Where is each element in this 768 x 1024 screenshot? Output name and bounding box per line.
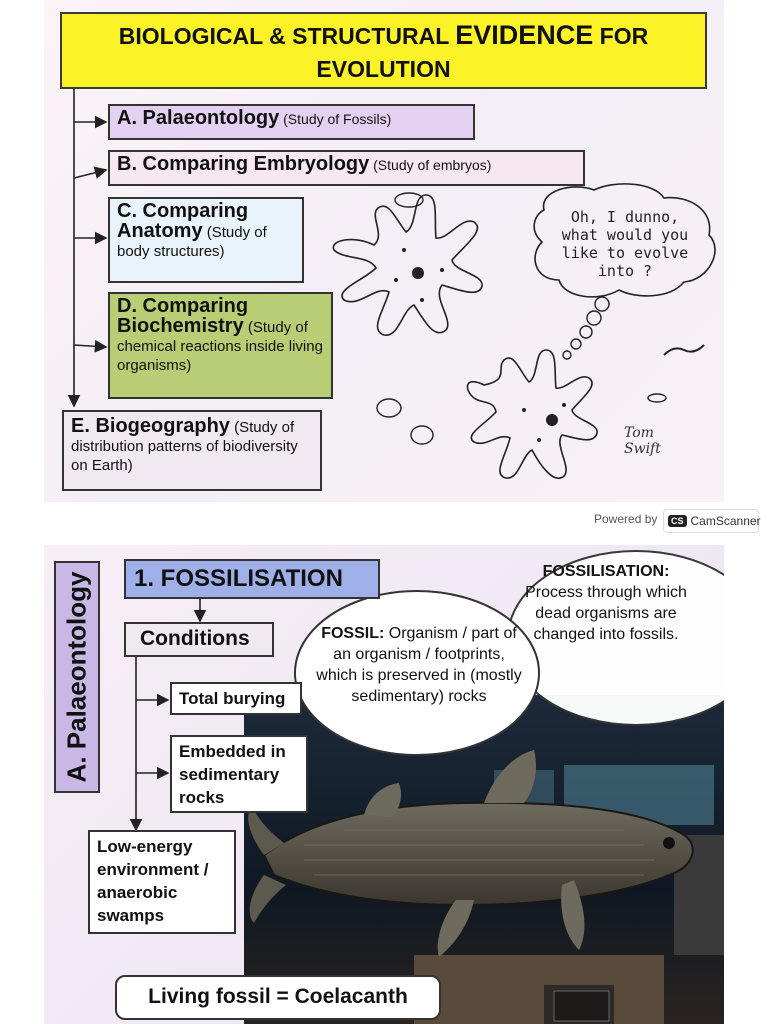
fossilisation-text: Process through which dead organisms are changed into fossils. <box>525 584 687 643</box>
item-heading: B. Comparing Embryology <box>117 153 370 175</box>
fossilisation-title: 1. FOSSILISATION <box>124 559 380 599</box>
camscanner-brand: CamScanner <box>690 514 761 528</box>
condition-sedimentary-rocks: Embedded in sedimentary rocks <box>170 735 308 813</box>
evidence-item-anatomy <box>108 197 304 283</box>
title-text-line2: EVOLUTION <box>316 56 451 82</box>
artist-signature <box>624 425 661 457</box>
item-desc: (Study of body structures) <box>117 224 267 260</box>
item-heading: C. Comparing Anatomy <box>117 200 249 242</box>
item-desc: (Study of embryos) <box>373 157 492 173</box>
speech-line: into ? <box>597 262 653 280</box>
fossilisation-slide <box>44 545 724 1024</box>
speech-line: like to evolve <box>561 244 689 262</box>
side-label-text: A. Palaeontology <box>61 571 92 783</box>
fossil-term: FOSSIL: <box>321 625 385 642</box>
item-desc: (Study of distribution patterns of biodiversity on Earth) <box>71 419 298 474</box>
evidence-slide <box>44 0 724 502</box>
fossil-definition <box>314 623 524 707</box>
title-text-big: EVIDENCE <box>455 20 594 50</box>
fossil-text: Organism / part of an organism / footprints, which is preserved in (mostly sedimentary) rocks <box>316 625 522 705</box>
title-text-part1: BIOLOGICAL & STRUCTURAL <box>118 23 456 49</box>
camscanner-badge <box>663 509 759 533</box>
condition-total-burying: Total burying <box>170 682 302 715</box>
camscanner-logo-icon: CS <box>668 515 687 527</box>
speech-line: what would you <box>561 226 689 244</box>
powered-by-label: Powered by <box>594 512 658 526</box>
living-fossil-label: Living fossil = Coelacanth <box>115 975 441 1020</box>
item-heading: A. Palaeontology <box>117 107 280 129</box>
amoeba-upper-icon <box>333 195 482 335</box>
condition-low-energy: Low-energy environment / anaerobic swamps <box>88 830 236 934</box>
speech-line: Oh, I dunno, <box>570 208 680 226</box>
item-desc: (Study of Fossils) <box>283 111 392 127</box>
item-heading: E. Biogeography <box>71 415 230 437</box>
thought-bubble-text <box>531 188 719 293</box>
fossilisation-definition <box>506 561 706 645</box>
evidence-item-biochemistry <box>108 292 333 399</box>
evidence-item-biogeography <box>62 410 322 491</box>
title-text-part2: FOR <box>593 23 649 49</box>
evidence-item-palaeontology <box>108 104 475 140</box>
amoeba-lower-icon <box>467 350 597 478</box>
signature-line: Tom <box>624 425 654 441</box>
signature-line: Swift <box>624 441 661 457</box>
conditions-label: Conditions <box>124 622 274 657</box>
fossilisation-term: FOSSILISATION: <box>542 563 670 580</box>
item-desc: (Study of chemical reactions inside living organisms) <box>117 319 323 374</box>
section-side-label <box>54 561 100 793</box>
item-heading: D. Comparing Biochemistry <box>117 295 249 337</box>
